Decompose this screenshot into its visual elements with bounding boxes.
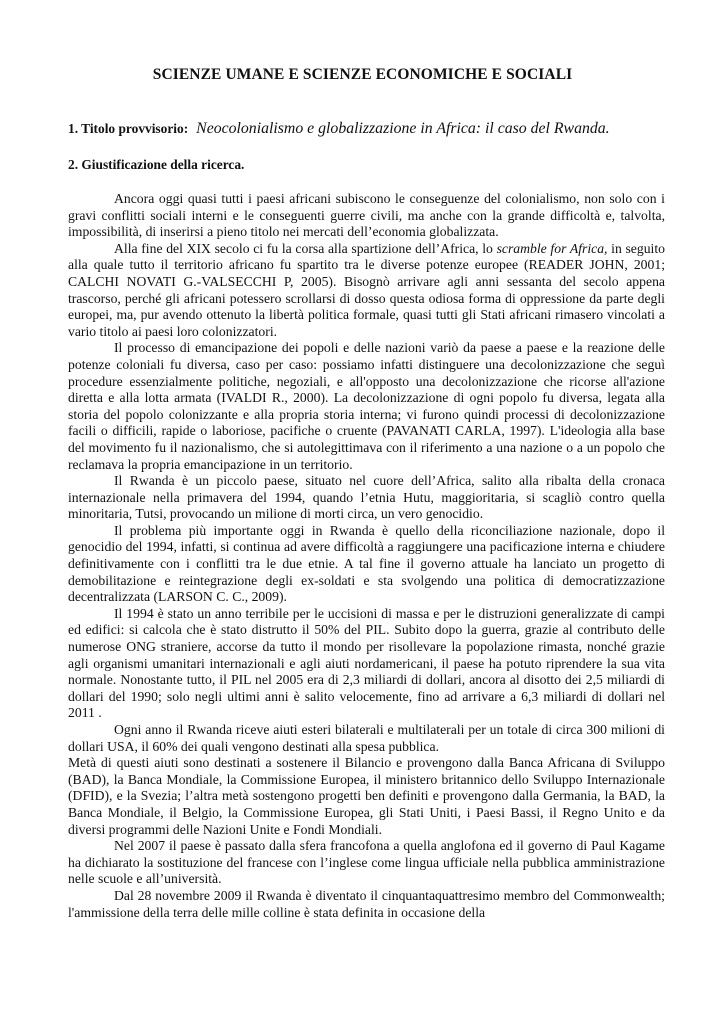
paragraph-2-rest: in seguito alla quale tutto il territorio africano fu spartito tra le diverse potenze europee (READER JOHN, 2001; CALCHI NOVATI G.-VALSECCHI P, 2005). Bisognò arrivare agli anni sessanta del secolo appena trascorso, perché gli africani potessero scrollarsi di dosso questa odiosa forma di oppressione da parte degli europei, ma, pur avendo ottenuto la libertà politica formale, quasi tutti gli Stati africani rimasero vincolati a vario titolo ai paesi loro colonizzatori. — [68, 240, 666, 339]
paragraph-9: Nel 2007 il paese è passato dalla sfera francofona a quella anglofona ed il governo di Paul Kagame ha dichiarato la sostituzione del francese con l’inglese come lingua ufficiale nella pubblica amministrazione nelle scuole e all’università. — [68, 838, 665, 887]
section-1-label: 1. Titolo provvisorio: — [68, 121, 189, 136]
paragraph-1: Ancora oggi quasi tutti i paesi africani subiscono le conseguenze del colonialismo, non solo con i gravi conflitti sociali interni e le conseguenti guerre civili, ma anche con la grande difficoltà e, talvolta, impossibilità, di inserirsi a pieno titolo nei mercati dell’economia globalizzata. — [68, 191, 665, 240]
paragraph-3: Il processo di emancipazione dei popoli e delle nazioni variò da paese a paese e la reazione delle potenze coloniali fu diversa, caso per caso: possiamo infatti distinguere una decolonizzazione che seguì procedure essenzialmente politiche, negoziali, e all'opposto una decolonizzazione che ricorse all'azione diretta e alla lotta armata (IVALDI R., 2000). La decolonizzazione di ogni popolo fu diversa, legata alla storia del popolo colonizzante e alla propria storia interna; vi furono quindi processi di decolonizzazione facili o difficili, rapide o laboriose, pacifiche o cruente (PAVANATI CARLA, 1997). L'ideologia alla base del movimento fu il nazionalismo, che si autolegittimava con il riferimento a una nazione o a un popolo che reclamava la propria emancipazione in un territorio. — [68, 340, 665, 472]
body-text — [68, 191, 665, 921]
provisional-title-line — [68, 120, 688, 138]
paragraph-4: Il Rwanda è un piccolo paese, situato nel cuore dell’Africa, salito alla ribalta della cronaca internazionale nella primavera del 1994, quando l’etnia Hutu, maggioritaria, si scagliò contro quella minoritaria, Tutsi, provocando un milione di morti circa, un vero genocidio. — [68, 473, 665, 522]
paragraph-10: Dal 28 novembre 2009 il Rwanda è diventato il cinquantaquattresimo membro del Commonwealth; l'ammissione della terra delle mille colline è stata definita in occasione della — [68, 887, 665, 920]
section-2-heading: 2. Giustificazione della ricerca. — [68, 157, 245, 172]
paragraph-2 — [68, 241, 665, 341]
document-title: SCIENZE UMANE E SCIENZE ECONOMICHE E SOCIALI — [152, 66, 573, 83]
paragraph-7: Ogni anno il Rwanda riceve aiuti esteri bilaterali e multilaterali per un totale di circa 300 milioni di dollari USA, il 60% dei quali vengono destinati alla spesa pubblica. — [68, 722, 665, 754]
paragraph-6: Il 1994 è stato un anno terribile per le uccisioni di massa e per le distruzioni generalizzate di campi ed edifici: si calcola che è stato distrutto il 50% del PIL. Subito dopo la guerra, grazie al contributo delle numerose ONG straniere, accorse da tutto il mondo per risollevare la popolazione rimasta, nonché grazie agli organismi umanitari internazionali e agli aiuti nordamericani, il paese ha potuto riprendere la sua vita normale. Nonostante tutto, il PIL nel 2005 era di 2,3 miliardi di dollari, ancora al disotto dei 2,5 miliardi di dollari del 1990; solo negli ultimi anni è salito velocemente, fino ad arrivare a 6,3 miliardi di dollari nel 2011 . — [68, 605, 665, 721]
provisional-title: Neocolonialismo e globalizzazione in Africa: il caso del Rwanda. — [196, 120, 610, 137]
paragraph-2-start: Alla fine del XIX secolo ci fu la corsa alla spartizione dell’Africa, lo — [114, 240, 497, 256]
scramble-italic: scramble for Africa, — [496, 240, 608, 256]
paragraph-8: Metà di questi aiuti sono destinati a sostenere il Bilancio e provengono dalla Banca Africana di Sviluppo (BAD), la Banca Mondiale, la Commissione Europea, il ministero britannico dello Sviluppo Internazionale (DFID), e la Svezia; l’altra metà sostengono progetti ben definiti e provengono dalla Germania, la BAD, la Banca Mondiale, il Belgio, la Commissione Europea, gli Stati Uniti, i Paesi Bassi, il Regno Unito e da diversi programmi delle Nazioni Unite e Fondi Mondiali. — [68, 755, 665, 837]
paragraph-5: Il problema più importante oggi in Rwanda è quello della riconciliazione nazionale, dopo il genocidio del 1994, infatti, si continua ad avere difficoltà a raggiungere una pacificazione interna e chiudere definitivamente con i conflitti tra le due etnie. A tal fine il governo attuale ha lanciato un progetto di demobilitazione e reintegrazione degli ex-soldati e sta svolgendo una politica di democratizzazione decentralizzata (LARSON C. C., 2009). — [68, 522, 665, 605]
